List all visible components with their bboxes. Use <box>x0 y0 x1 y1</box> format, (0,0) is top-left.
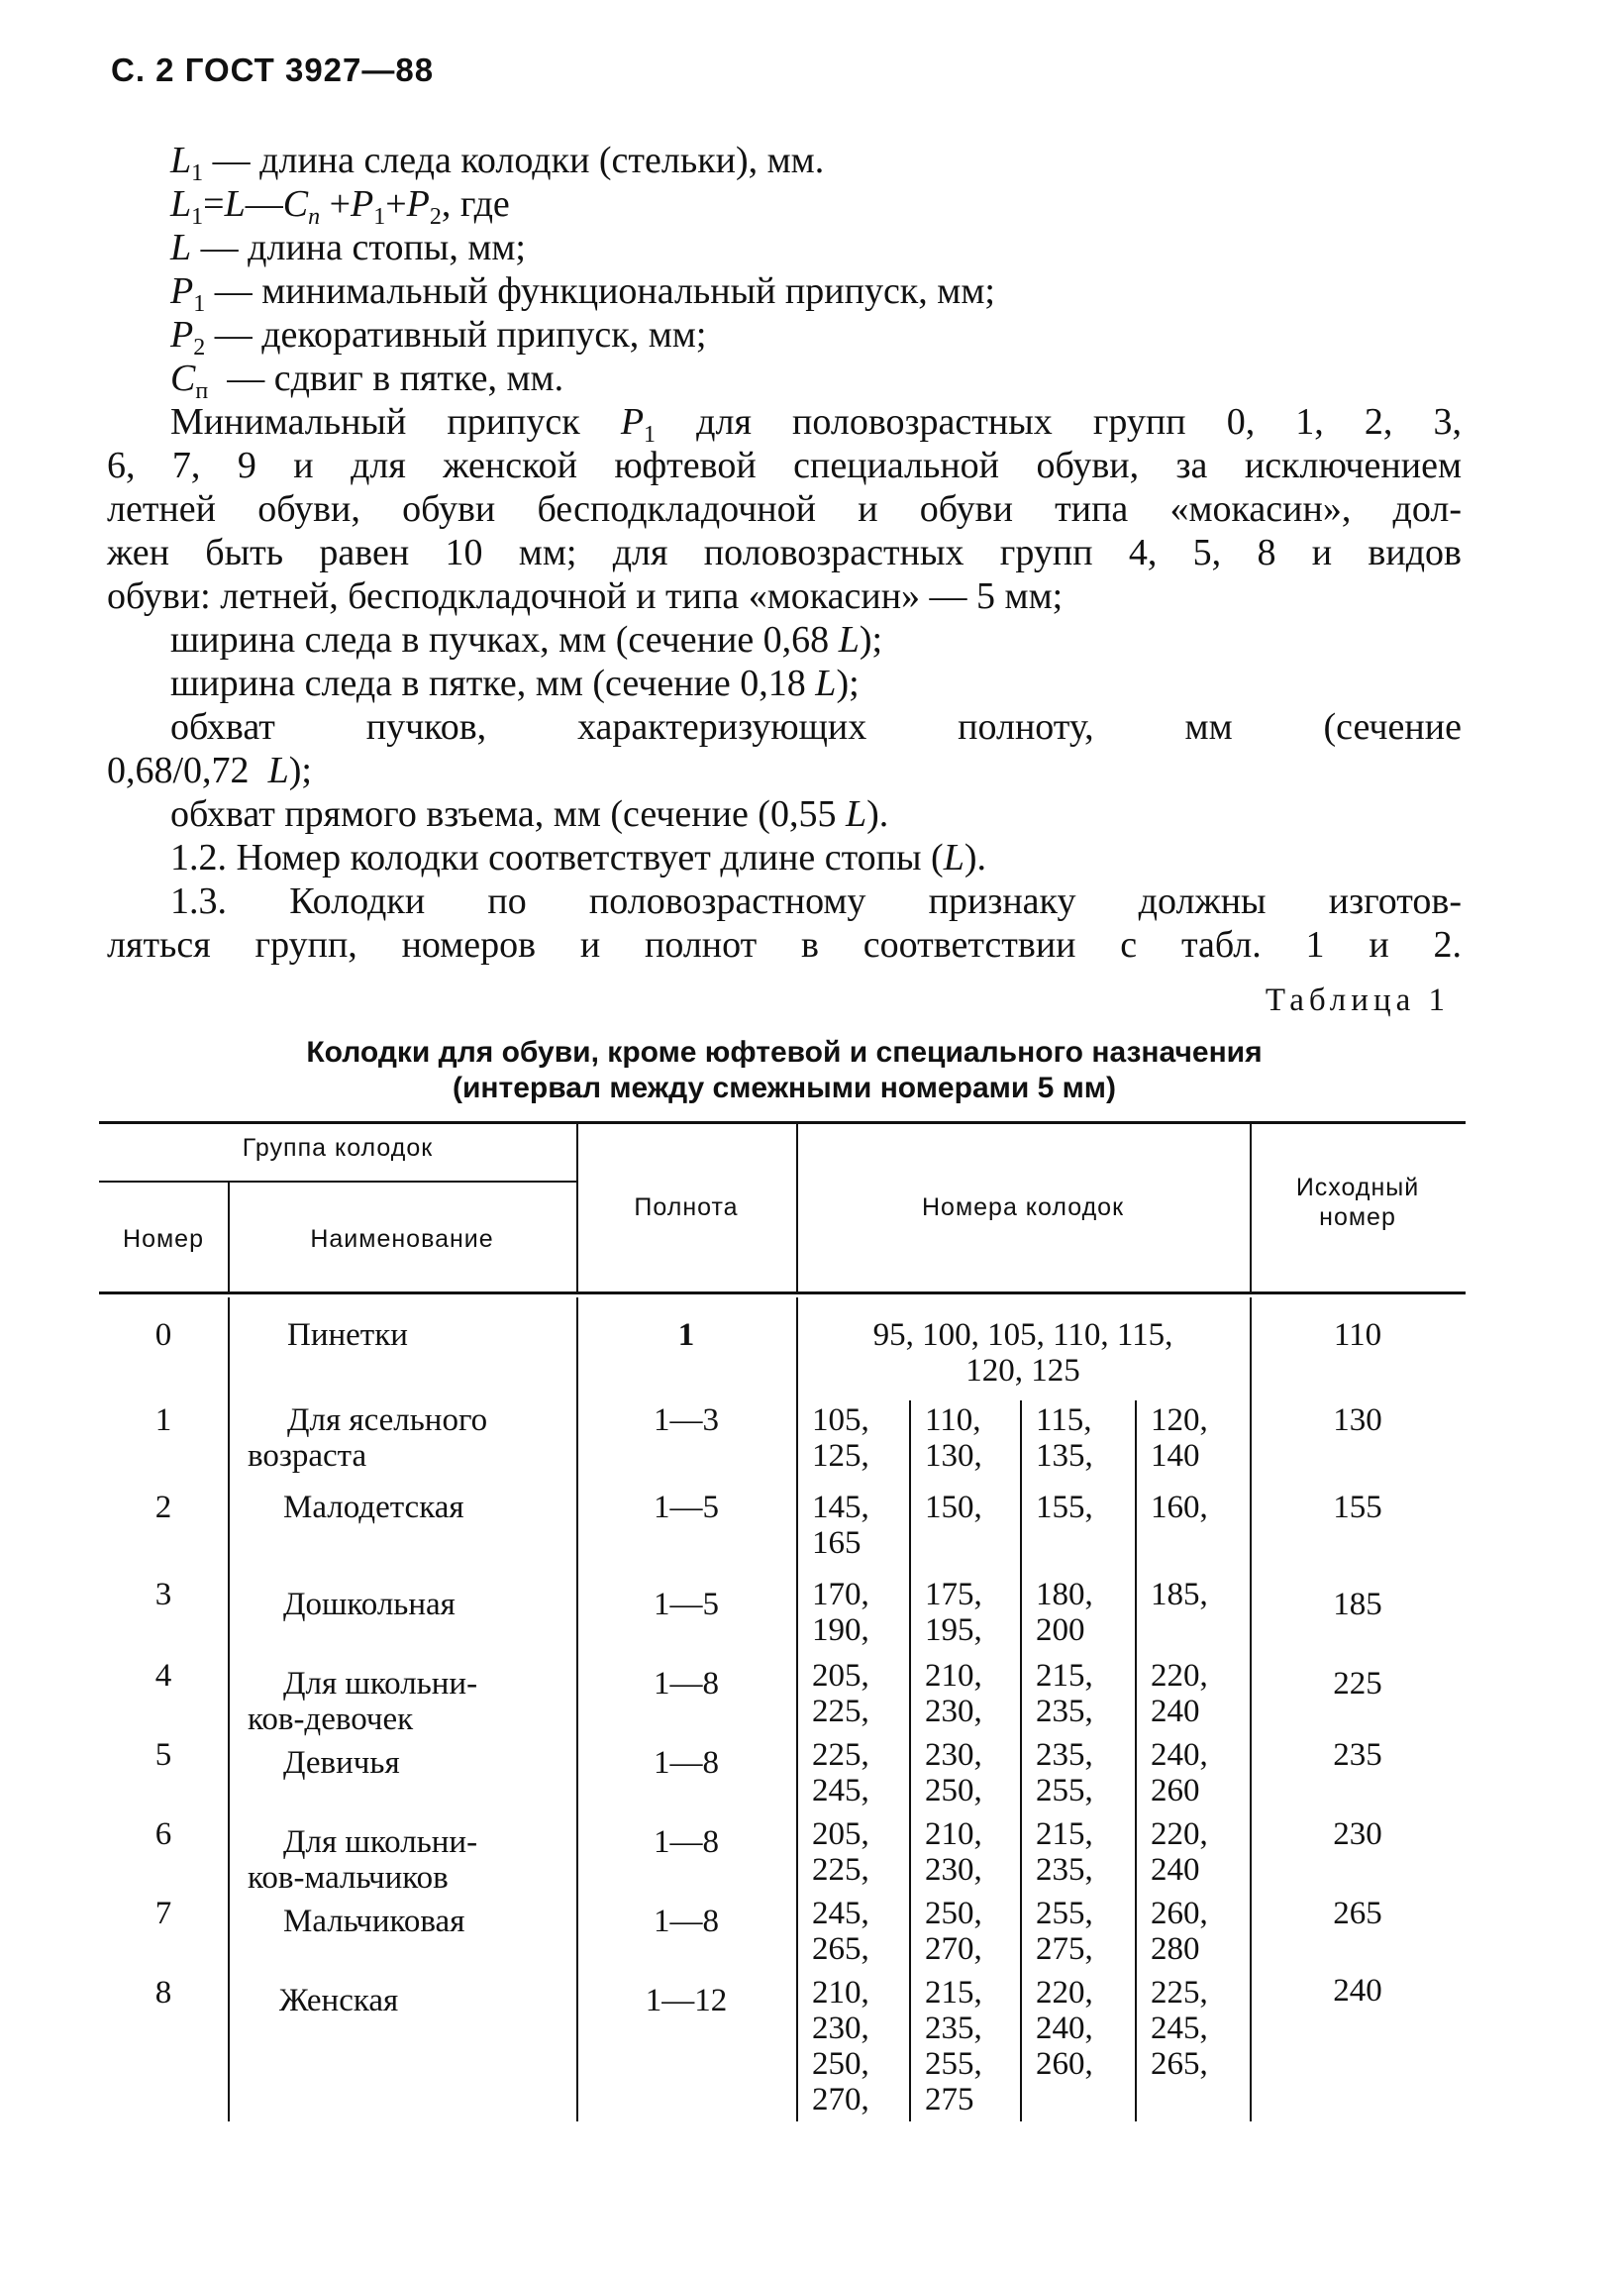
row-1-col-1: 105, 125, <box>812 1402 869 1474</box>
row-4-init: 225 <box>1333 1666 1382 1702</box>
row-8-init: 240 <box>1333 1973 1382 2009</box>
row-2-name: Малодетская <box>283 1490 464 1525</box>
page-header: С. 2 ГОСТ 3927—88 <box>111 52 435 88</box>
formula: $L_1=L—C_n +P_1+P_2$, где <box>170 183 510 230</box>
header-fullness: Полнота <box>634 1193 739 1221</box>
row-1-name-2: возраста <box>248 1438 367 1474</box>
row-1-full: 1—3 <box>654 1402 719 1438</box>
header-initial: Исходный номер <box>1295 1174 1420 1231</box>
row-7-num: 7 <box>154 1896 172 1931</box>
row-7-col-1: 245, 265, <box>812 1896 869 1967</box>
row-8-col-4: 225, 245, 265, <box>1151 1975 1208 2082</box>
row-8-full: 1—12 <box>645 1983 728 2018</box>
row-6-num: 6 <box>154 1816 172 1852</box>
row-6-name-2: ков-мальчиков <box>248 1860 449 1896</box>
row-4-col-3: 215, 235, <box>1036 1658 1093 1729</box>
row-0-full: 1 <box>677 1317 695 1353</box>
row-8-num: 8 <box>154 1975 172 2011</box>
row-1-col-2: 110, 130, <box>925 1402 982 1474</box>
row-8-col-2: 215, 235, 255, 275 <box>925 1975 982 2117</box>
para-line-2: 6, 7, 9 и для женской юфтевой специальной обуви, за исключением <box>107 445 1462 486</box>
section-1-2: 1.2. Номер колодки соответствует длине стопы (L). <box>170 837 987 878</box>
width-toes: ширина следа в пучках, мм (сечение 0,68 L); <box>170 619 883 661</box>
row-3-init: 185 <box>1333 1587 1382 1622</box>
header-name: Наименование <box>310 1225 494 1253</box>
row-5-col-1: 225, 245, <box>812 1737 869 1808</box>
row-4-col-4: 220, 240 <box>1151 1658 1208 1729</box>
row-6-col-3: 215, 235, <box>1036 1816 1093 1888</box>
row-3-col-4: 185, <box>1151 1577 1208 1612</box>
row-7-col-3: 255, 275, <box>1036 1896 1093 1967</box>
row-6-init: 230 <box>1333 1816 1382 1852</box>
def-p2: $P_2$ — декоративный припуск, мм; <box>170 314 707 361</box>
row-7-col-2: 250, 270, <box>925 1896 982 1967</box>
row-2-col-1: 145, 165 <box>812 1490 869 1561</box>
def-p1: $P_1$ — минимальный функциональный припуск, мм; <box>170 270 995 317</box>
row-4-full: 1—8 <box>654 1666 719 1702</box>
row-6-col-1: 205, 225, <box>812 1816 869 1888</box>
row-1-num: 1 <box>154 1402 172 1438</box>
row-0-name: Пинетки <box>287 1317 408 1353</box>
girth-line-1: обхват пучков, характеризующих полноту, мм (сечение <box>170 706 1462 748</box>
row-5-col-4: 240, 260 <box>1151 1737 1208 1808</box>
row-1-name-1: Для ясельного <box>287 1402 488 1438</box>
row-3-col-3: 180, 200 <box>1036 1577 1093 1648</box>
row-3-num: 3 <box>154 1577 172 1612</box>
row-4-name-1: Для школьни- <box>283 1666 478 1702</box>
girth-instep: обхват прямого взъема, мм (сечение (0,55 L). <box>170 793 889 835</box>
section-1-3-b: ляться групп, номеров и полнот в соответствии с табл. 1 и 2. <box>107 924 1462 966</box>
row-4-col-2: 210, 230, <box>925 1658 982 1729</box>
table-title-1: Колодки для обуви, кроме юфтевой и специального назначения <box>306 1036 1263 1069</box>
section-1-3-a: 1.3. Колодки по половозрастному признаку должны изготов- <box>170 880 1462 922</box>
row-3-col-1: 170, 190, <box>812 1577 869 1648</box>
row-2-full: 1—5 <box>654 1490 719 1525</box>
row-6-name-1: Для школьни- <box>283 1824 478 1860</box>
row-2-col-4: 160, <box>1151 1490 1208 1525</box>
row-5-name: Девичья <box>283 1745 400 1781</box>
para-line-3: летней обуви, обуви бесподкладочной и обуви типа «мокасин», дол- <box>107 488 1462 530</box>
row-0-init: 110 <box>1333 1317 1382 1353</box>
row-2-init: 155 <box>1333 1490 1382 1525</box>
row-1-col-3: 115, 135, <box>1036 1402 1093 1474</box>
row-7-name: Мальчиковая <box>283 1904 465 1939</box>
table-label: Таблица 1 <box>1265 982 1450 1018</box>
header-group: Группа колодок <box>242 1134 434 1162</box>
row-2-col-2: 150, <box>925 1490 982 1525</box>
row-5-num: 5 <box>154 1737 172 1773</box>
def-l: L — длина стопы, мм; <box>170 227 526 268</box>
row-6-full: 1—8 <box>654 1824 719 1860</box>
row-7-init: 265 <box>1333 1896 1382 1931</box>
header-number: Номер <box>123 1225 204 1253</box>
def-cn: $C_п$ — сдвиг в пятке, мм. <box>170 358 564 404</box>
row-1-col-4: 120, 140 <box>1151 1402 1208 1474</box>
row-3-col-2: 175, 195, <box>925 1577 982 1648</box>
row-4-col-1: 205, 225, <box>812 1658 869 1729</box>
row-7-col-4: 260, 280 <box>1151 1896 1208 1967</box>
row-2-col-3: 155, <box>1036 1490 1093 1525</box>
row-4-name-2: ков-девочек <box>248 1702 414 1737</box>
width-heel: ширина следа в пятке, мм (сечение 0,18 L); <box>170 663 860 704</box>
row-1-init: 130 <box>1333 1402 1382 1438</box>
row-0-num: 0 <box>154 1317 172 1353</box>
para-line-4: жен быть равен 10 мм; для половозрастных групп 4, 5, 8 и видов <box>107 532 1462 573</box>
row-8-col-1: 210, 230, 250, 270, <box>812 1975 869 2117</box>
row-6-col-4: 220, 240 <box>1151 1816 1208 1888</box>
row-7-full: 1—8 <box>654 1904 719 1939</box>
row-3-name: Дошкольная <box>283 1587 456 1622</box>
row-5-full: 1—8 <box>654 1745 719 1781</box>
table-1 <box>99 1121 1466 2121</box>
row-0-numbers: 95, 100, 105, 110, 115, 120, 125 <box>872 1317 1173 1389</box>
row-5-init: 235 <box>1333 1737 1382 1773</box>
header-numbers: Номера колодок <box>921 1193 1125 1221</box>
row-2-num: 2 <box>154 1490 172 1525</box>
row-5-col-2: 230, 250, <box>925 1737 982 1808</box>
row-6-col-2: 210, 230, <box>925 1816 982 1888</box>
girth-line-2: 0,68/0,72 L); <box>107 750 312 791</box>
row-8-name: Женская <box>279 1983 399 2018</box>
row-3-full: 1—5 <box>654 1587 719 1622</box>
table-title-2: (интервал между смежными номерами 5 мм) <box>452 1072 1116 1104</box>
row-8-col-3: 220, 240, 260, <box>1036 1975 1093 2082</box>
def-l1: $L_1$ — длина следа колодки (стельки), мм. <box>170 140 825 186</box>
row-4-num: 4 <box>154 1658 172 1694</box>
para-line-5: обуви: летней, бесподкладочной и типа «мокасин» — 5 мм; <box>107 575 1064 617</box>
row-5-col-3: 235, 255, <box>1036 1737 1093 1808</box>
para-line-1: Минимальный припуск $P_1$ для половозрастных групп 0, 1, 2, 3, <box>170 401 1463 448</box>
